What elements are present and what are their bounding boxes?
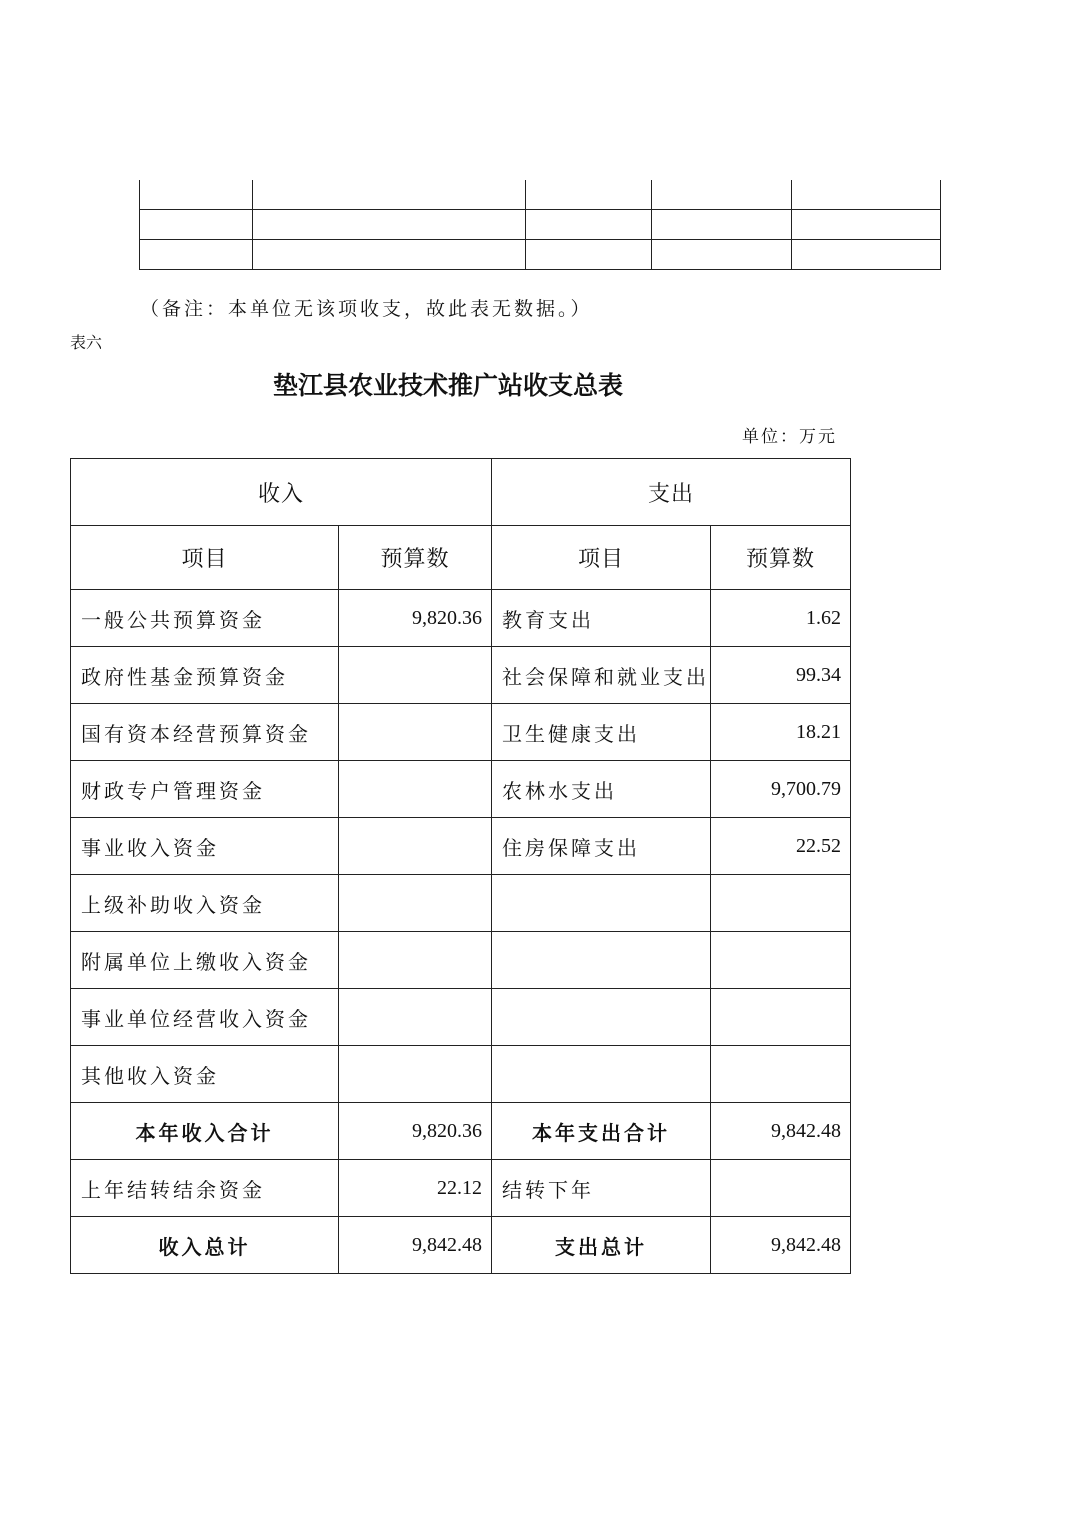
expense-value xyxy=(711,1046,851,1103)
empty-cell xyxy=(792,210,941,240)
expense-value xyxy=(711,875,851,932)
page-title: 垫江县农业技术推广站收支总表 xyxy=(272,373,623,400)
expense-item: 本年支出合计 xyxy=(492,1103,711,1160)
expense-value: 22.52 xyxy=(711,818,851,875)
income-item: 政府性基金预算资金 xyxy=(71,647,339,704)
expense-value xyxy=(711,1160,851,1217)
table-header-row xyxy=(71,459,851,526)
unit-label: 单位：万元 xyxy=(742,427,837,446)
table-row xyxy=(71,1160,851,1217)
income-item: 附属单位上缴收入资金 xyxy=(71,932,339,989)
expense-value: 9,842.48 xyxy=(711,1217,851,1274)
table-row xyxy=(140,210,941,240)
table-subheader-row xyxy=(71,526,851,590)
budget-summary-table xyxy=(70,458,851,1274)
table-row xyxy=(71,704,851,761)
income-item: 本年收入合计 xyxy=(71,1103,339,1160)
expense-item xyxy=(492,989,711,1046)
income-item: 上年结转结余资金 xyxy=(71,1160,339,1217)
income-item: 事业单位经营收入资金 xyxy=(71,989,339,1046)
income-value xyxy=(339,761,492,818)
income-value xyxy=(339,704,492,761)
table-row xyxy=(71,761,851,818)
income-item: 事业收入资金 xyxy=(71,818,339,875)
income-value xyxy=(339,989,492,1046)
expense-item xyxy=(492,932,711,989)
table-row xyxy=(140,240,941,270)
empty-cell xyxy=(140,240,253,270)
income-value xyxy=(339,647,492,704)
income-item-header: 项目 xyxy=(71,526,339,590)
empty-cell xyxy=(253,180,526,210)
empty-cell xyxy=(253,210,526,240)
empty-cell xyxy=(526,240,652,270)
income-item: 其他收入资金 xyxy=(71,1046,339,1103)
income-budget-header: 预算数 xyxy=(339,526,492,590)
table-row xyxy=(140,180,941,210)
expense-value: 1.62 xyxy=(711,590,851,647)
expense-item: 结转下年 xyxy=(492,1160,711,1217)
income-value: 22.12 xyxy=(339,1160,492,1217)
empty-cell xyxy=(253,240,526,270)
table-row xyxy=(71,590,851,647)
income-value xyxy=(339,932,492,989)
table-tag: 表六 xyxy=(70,335,103,352)
income-header: 收入 xyxy=(71,459,492,526)
income-value: 9,842.48 xyxy=(339,1217,492,1274)
expense-item-header: 项目 xyxy=(492,526,711,590)
expense-item: 教育支出 xyxy=(492,590,711,647)
income-item: 一般公共预算资金 xyxy=(71,590,339,647)
empty-cell xyxy=(792,180,941,210)
previous-table-fragment xyxy=(139,180,941,270)
expense-item: 支出总计 xyxy=(492,1217,711,1274)
expense-header: 支出 xyxy=(492,459,851,526)
expense-item: 住房保障支出 xyxy=(492,818,711,875)
expense-item: 卫生健康支出 xyxy=(492,704,711,761)
expense-item xyxy=(492,1046,711,1103)
income-value: 9,820.36 xyxy=(339,590,492,647)
empty-cell xyxy=(652,180,792,210)
expense-item: 社会保障和就业支出 xyxy=(492,647,711,704)
expense-item xyxy=(492,875,711,932)
table-row xyxy=(71,1217,851,1274)
table-row xyxy=(71,647,851,704)
empty-cell xyxy=(652,210,792,240)
expense-value xyxy=(711,932,851,989)
income-value: 9,820.36 xyxy=(339,1103,492,1160)
income-item: 财政专户管理资金 xyxy=(71,761,339,818)
expense-budget-header: 预算数 xyxy=(711,526,851,590)
expense-value xyxy=(711,989,851,1046)
table-row xyxy=(71,1046,851,1103)
expense-value: 9,842.48 xyxy=(711,1103,851,1160)
expense-value: 9,700.79 xyxy=(711,761,851,818)
empty-cell xyxy=(140,180,253,210)
table-row xyxy=(71,989,851,1046)
expense-value: 18.21 xyxy=(711,704,851,761)
income-value xyxy=(339,875,492,932)
income-item: 上级补助收入资金 xyxy=(71,875,339,932)
note: （备注：本单位无该项收支，故此表无数据。） xyxy=(140,299,593,320)
income-value xyxy=(339,818,492,875)
expense-value: 99.34 xyxy=(711,647,851,704)
table-row xyxy=(71,1103,851,1160)
expense-item: 农林水支出 xyxy=(492,761,711,818)
empty-cell xyxy=(792,240,941,270)
table-row xyxy=(71,932,851,989)
income-item: 收入总计 xyxy=(71,1217,339,1274)
empty-cell xyxy=(526,180,652,210)
empty-cell xyxy=(140,210,253,240)
income-value xyxy=(339,1046,492,1103)
table-row xyxy=(71,818,851,875)
empty-cell xyxy=(652,240,792,270)
empty-cell xyxy=(526,210,652,240)
table-row xyxy=(71,875,851,932)
income-item: 国有资本经营预算资金 xyxy=(71,704,339,761)
